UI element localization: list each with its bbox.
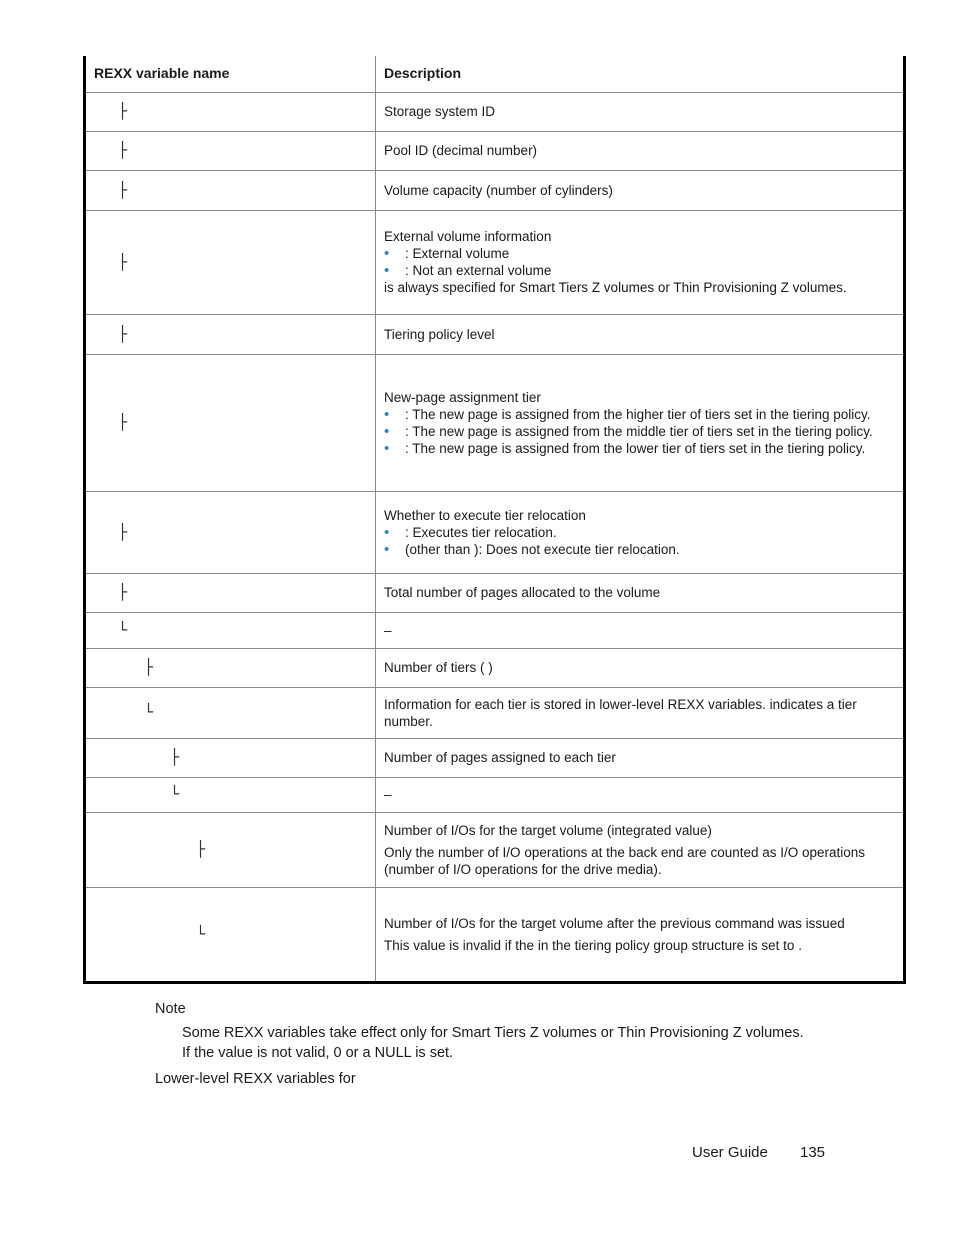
tree-branch-glyph: ├ — [118, 180, 128, 199]
description-text: This value is invalid if the in the tiering policy group structure is set to . — [384, 937, 802, 953]
variable-name-cell — [85, 738, 376, 777]
tree-branch-glyph: ├ — [118, 324, 128, 343]
description-cell — [376, 887, 905, 982]
table-row — [85, 648, 905, 687]
tree-branch-glyph: └ — [196, 924, 206, 943]
variable-name-cell — [85, 131, 376, 170]
variable-name-cell — [85, 777, 376, 812]
table-row — [85, 354, 905, 491]
variable-name-cell — [85, 314, 376, 354]
table-header-row — [85, 56, 905, 92]
lower-level-variables-text: Lower-level REXX variables for — [155, 1071, 356, 1087]
variable-name-cell — [85, 573, 376, 612]
description-cell — [376, 738, 905, 777]
footer-page-number: 135 — [800, 1144, 826, 1161]
description-cell — [376, 777, 905, 812]
variable-name-cell — [85, 170, 376, 210]
description-cell — [376, 314, 905, 354]
tree-branch-glyph: ├ — [118, 413, 128, 431]
variable-name-cell — [85, 491, 376, 573]
bullet-text: : Not an external volume — [405, 263, 552, 278]
description-text: Volume capacity (number of cylinders) — [384, 182, 613, 198]
description-text: is always specified for Smart Tiers Z volumes or Thin Provisioning Z volumes. — [384, 280, 847, 295]
description-cell — [376, 648, 905, 687]
description-text: Only the number of I/O operations at the back end are counted as I/O operations (number of I/O operations for the drive media). — [384, 844, 866, 877]
description-cell — [376, 131, 905, 170]
description-text: Number of pages assigned to each tier — [384, 750, 616, 765]
tree-branch-glyph: ├ — [118, 522, 128, 541]
variable-name-cell — [85, 648, 376, 687]
tree-branch-glyph: ├ — [144, 658, 154, 676]
description-text: Number of tiers ( ) — [384, 660, 493, 675]
table-row — [85, 131, 905, 170]
description-cell — [376, 170, 905, 210]
table-row — [85, 887, 905, 982]
bullet-text: : The new page is assigned from the lower tier of tiers set in the tiering policy. — [405, 440, 866, 456]
bullet-text: : External volume — [405, 246, 510, 261]
rexx-variable-table — [83, 56, 906, 984]
variable-name-cell — [85, 354, 376, 491]
tree-branch-glyph: └ — [170, 785, 180, 803]
tree-branch-glyph: └ — [118, 620, 128, 639]
table-row — [85, 170, 905, 210]
table-row — [85, 573, 905, 612]
description-cell — [376, 573, 905, 612]
tree-branch-glyph: ├ — [170, 748, 180, 766]
bullet-item — [384, 406, 895, 423]
description-text: Number of I/Os for the target volume (integrated value) — [384, 822, 712, 838]
bullet-text: : The new page is assigned from the higher tier of tiers set in the tiering policy. — [405, 406, 871, 422]
table-row — [85, 314, 905, 354]
bullet-item — [384, 245, 895, 262]
note-heading: Note — [155, 1001, 186, 1017]
description-cell — [376, 210, 905, 314]
variable-name-cell — [85, 812, 376, 887]
table-row — [85, 777, 905, 812]
footer-guide-title: User Guide — [692, 1144, 768, 1161]
table-row — [85, 92, 905, 131]
bullet-icon: • — [384, 422, 390, 440]
bullet-text: (other than ): Does not execute tier relocation. — [405, 541, 680, 557]
table-row — [85, 812, 905, 887]
description-text: External volume information — [384, 229, 552, 244]
description-text: Pool ID (decimal number) — [384, 143, 538, 158]
table-row — [85, 491, 905, 573]
table-body — [85, 92, 905, 982]
bullet-item — [384, 524, 895, 541]
variable-name-cell — [85, 612, 376, 648]
note-line: Some REXX variables take effect only for Smart Tiers Z volumes or Thin Provisioning Z volumes. — [182, 1025, 804, 1041]
table-row — [85, 210, 905, 314]
bullet-icon: • — [384, 540, 390, 558]
bullet-item — [384, 541, 895, 558]
description-text: Information for each tier is stored in lower-level REXX variables. indicates a tier number. — [384, 696, 857, 729]
description-cell — [376, 92, 905, 131]
bullet-icon: • — [384, 405, 390, 423]
variable-name-cell — [85, 887, 376, 982]
bullet-icon: • — [384, 245, 390, 262]
variable-name-cell — [85, 210, 376, 314]
tree-branch-glyph: ├ — [118, 102, 128, 120]
bullet-item — [384, 423, 895, 440]
description-text: Storage system ID — [384, 104, 496, 119]
header-description: Description — [376, 56, 905, 92]
tree-branch-glyph: ├ — [118, 252, 128, 271]
tree-branch-glyph: ├ — [118, 141, 128, 159]
description-cell — [376, 354, 905, 491]
description-text: – — [384, 787, 392, 802]
tree-branch-glyph: ├ — [196, 840, 206, 858]
bullet-icon: • — [384, 439, 390, 457]
bullet-icon: • — [384, 262, 390, 279]
table-row — [85, 687, 905, 738]
description-cell — [376, 812, 905, 887]
description-text: Total number of pages allocated to the volume — [384, 585, 661, 600]
note-line: If the value is not valid, 0 or a NULL is set. — [182, 1045, 454, 1061]
description-cell — [376, 687, 905, 738]
bullet-item — [384, 440, 895, 457]
bullet-item — [384, 262, 895, 279]
description-text: Tiering policy level — [384, 326, 495, 342]
description-text: Number of I/Os for the target volume after the previous command was issued — [384, 915, 845, 931]
table-row — [85, 738, 905, 777]
description-text: New-page assignment tier — [384, 389, 541, 405]
note-body — [182, 1023, 804, 1063]
bullet-icon: • — [384, 523, 390, 541]
variable-name-cell — [85, 92, 376, 131]
description-cell — [376, 612, 905, 648]
table-row — [85, 612, 905, 648]
tree-branch-glyph: ├ — [118, 583, 128, 601]
description-cell — [376, 491, 905, 573]
tree-branch-glyph: └ — [144, 703, 154, 721]
description-text: Whether to execute tier relocation — [384, 507, 586, 523]
bullet-text: : Executes tier relocation. — [405, 524, 557, 540]
bullet-text: : The new page is assigned from the middle tier of tiers set in the tiering policy. — [405, 423, 873, 439]
header-variable-name: REXX variable name — [94, 65, 230, 82]
variable-name-cell — [85, 687, 376, 738]
description-text: – — [384, 622, 392, 638]
